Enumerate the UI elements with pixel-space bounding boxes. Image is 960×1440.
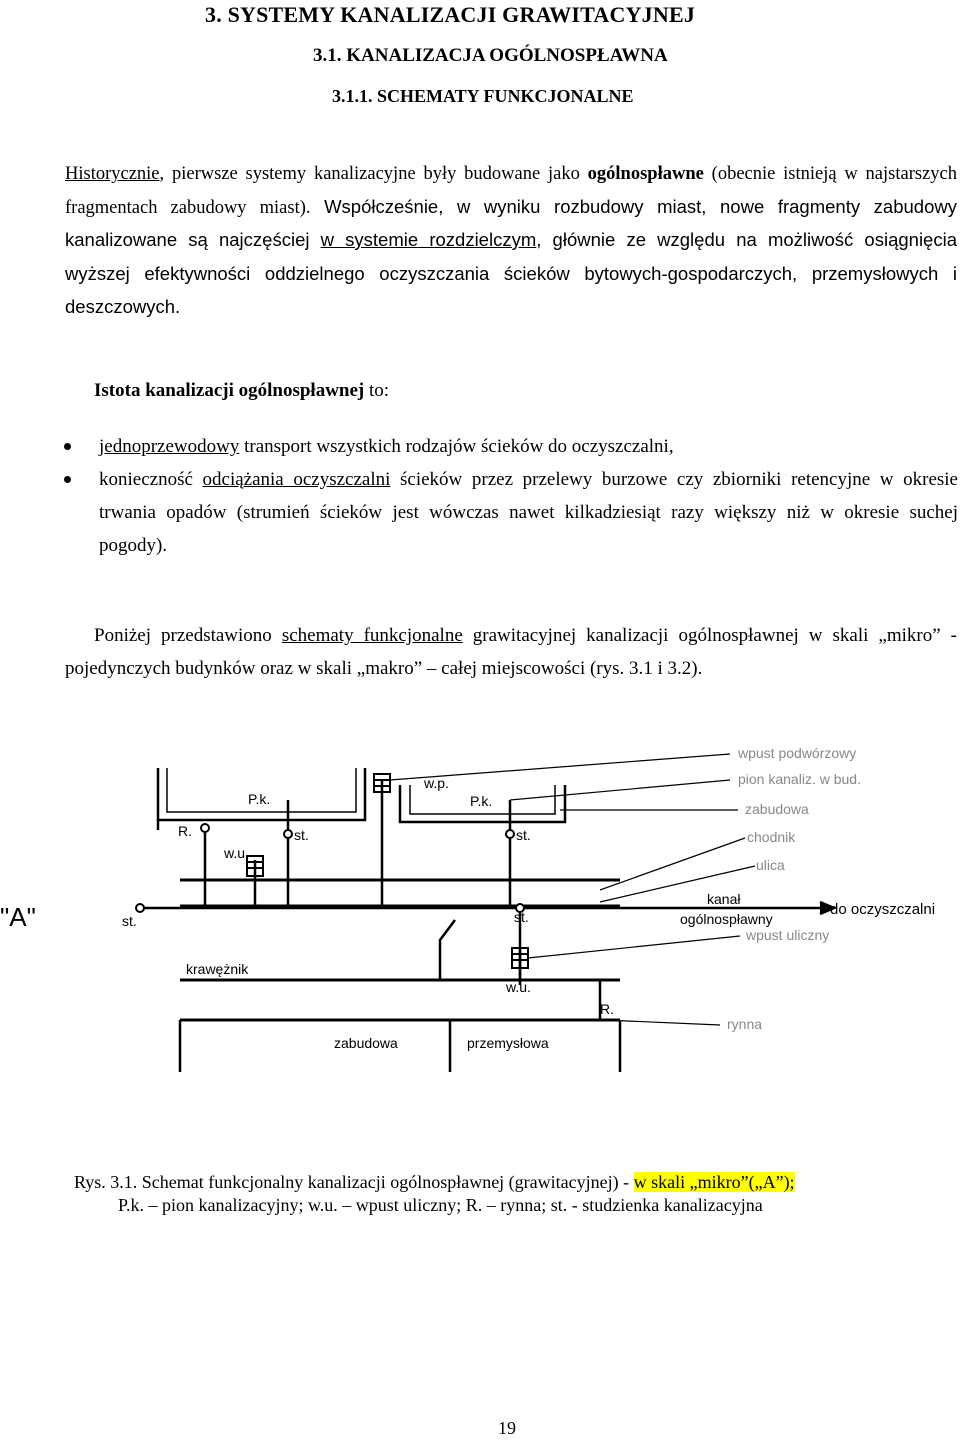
bullet2-text: ścieków przez przelewy burzowe czy zbiorniki retencyjne w okresie trwania opadów (strumień ścieków jest wówczas nawet kilkadziesiąt razy większy niż w okresie suchej pogody). [99, 469, 958, 556]
bullet1-underlined: jednoprzewodowy [99, 436, 240, 457]
label-pk1: P.k. [248, 791, 271, 807]
label-st4: st. [122, 913, 137, 929]
label-ogolnosplawny: ogólnospławny [680, 911, 773, 927]
caption-highlight: w skali „mikro”(„A”); [633, 1172, 795, 1192]
caption-legend: P.k. – pion kanalizacyjny; w.u. – wpust uliczny; R. – rynna; st. - studzienka kanalizacyjna [118, 1195, 763, 1215]
legend-chodnik: chodnik [747, 829, 796, 845]
schemes-text-1: Poniżej przedstawiono [94, 625, 282, 646]
page-number: 19 [498, 1418, 516, 1438]
figure-caption [74, 1170, 954, 1194]
essence-list [62, 430, 958, 562]
bullet2-underlined: odciążania oczyszczalni [202, 469, 391, 490]
intro-historically: Historycznie [65, 164, 160, 184]
label-pk2: P.k. [470, 793, 493, 809]
label-wu2: w.u. [506, 979, 531, 995]
chapter-heading: 3. SYSTEMY KANALIZACJI GRAWITACYJNEJ [205, 2, 696, 27]
label-r2: R. [600, 1001, 614, 1017]
bullet2-pre: konieczność [99, 469, 203, 490]
label-przemyslowa: przemysłowa [467, 1035, 549, 1051]
label-r1: R. [178, 823, 192, 839]
label-kanal: kanał [707, 891, 741, 907]
label-wp: w.p. [424, 775, 449, 791]
intro-separate-system: w systemie rozdzielczym [320, 229, 537, 250]
legend-wpust-podworzowy: wpust podwórzowy [738, 745, 857, 761]
legend-zabudowa: zabudowa [745, 801, 809, 817]
schemes-paragraph [65, 619, 957, 685]
label-st1: st. [294, 827, 309, 843]
intro-text-4: , głównie ze względu na możliwość osiągnięcia wyższej efektywności oddzielnego oczyszczania ścieków bytowych-gospodarczych, przemysłowych i deszczowych. [65, 229, 957, 317]
rynna-node [201, 824, 209, 832]
section-heading: 3.1. KANALIZACJA OGÓLNOSPŁAWNA [313, 45, 668, 66]
schemes-text-2: grawitacyjnej kanalizacji ogólnospławnej w skali „mikro” - pojedynczych budynków oraz w skali „makro” – całej miejscowości (rys. 3.1 i 3.2). [65, 625, 957, 679]
pipe-branch [440, 920, 455, 980]
label-st2: st. [516, 827, 531, 843]
intro-paragraph [65, 158, 957, 325]
label-wu1: w.u. [224, 845, 249, 861]
schemes-underlined: schematy funkcjonalne [281, 625, 463, 646]
figure-diagram [0, 740, 960, 1080]
intro-text-2: (obecnie istnieją w najstarszych fragmentach zabudowy miast). [65, 164, 957, 218]
essence-bold: Istota kanalizacji ogólnospławnej [94, 380, 365, 401]
intro-bold-combined: ogólnospławne [587, 164, 704, 184]
manhole-st1 [284, 830, 292, 838]
legend-pion: pion kanaliz. w bud. [738, 771, 861, 787]
manhole-st4 [136, 904, 144, 912]
label-kraweznik: krawężnik [186, 961, 249, 977]
list-item [62, 463, 958, 562]
bullet-icon [64, 443, 71, 450]
legend-ulica: ulica [756, 857, 785, 873]
bullet1-text: transport wszystkich rodzajów ścieków do oczyszczalni, [239, 436, 674, 457]
label-A: "A" [0, 902, 36, 932]
intro-text-1: , pierwsze systemy kanalizacyjne były budowane jako [159, 164, 588, 184]
manhole-st2 [506, 830, 514, 838]
bullet-icon [64, 476, 71, 483]
label-zabudowa-bottom: zabudowa [334, 1035, 398, 1051]
legend-wpust-uliczny: wpust uliczny [746, 927, 830, 943]
legend-rynna: rynna [727, 1016, 763, 1032]
caption-text: Rys. 3.1. Schemat funkcjonalny kanalizacji ogólnospławnej (grawitacyjnej) - [74, 1172, 634, 1192]
essence-intro [94, 380, 389, 402]
essence-rest: to: [364, 380, 390, 401]
list-item [62, 430, 958, 463]
label-do-oczyszczalni: do oczyszczalni [830, 901, 936, 918]
intro-text-3: Współcześnie, w wyniku rozbudowy miast, nowe fragmenty zabudowy kanalizowane są najczęściej [65, 195, 957, 250]
subsection-heading: 3.1.1. SCHEMATY FUNKCJONALNE [332, 86, 634, 106]
sewer-scheme-svg [0, 740, 960, 1080]
label-st3: st. [514, 909, 529, 925]
